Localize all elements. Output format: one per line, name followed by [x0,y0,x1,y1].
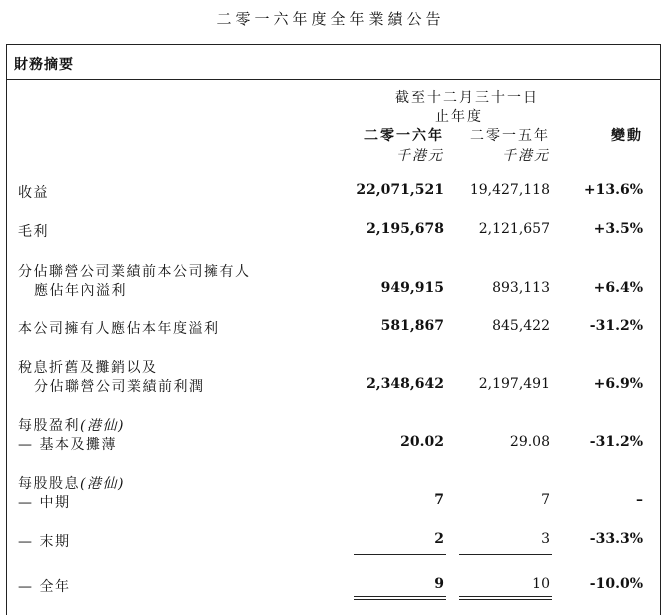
dps-full-year-2016: 9 [434,576,444,592]
eps-2016: 20.02 [400,434,444,450]
period-header-line1: 截至十二月三十一日 [395,90,539,106]
dps-full-year-2015: 10 [532,576,550,592]
profit-attributable-change: -31.2% [589,318,643,334]
row-label-eps-basic: — 基本及攤薄 [18,437,117,453]
gross-profit-2015: 2,121,657 [478,221,550,237]
dps-label-unit: (港仙) [80,476,125,492]
row-label-profit-before-associates-line1: 分佔聯營公司業績前本公司擁有人 [18,264,251,280]
dps-final-2015: 3 [541,531,550,547]
dps-final-change: -33.3% [589,531,643,547]
col-change: 變動 [611,128,643,144]
header-divider [6,79,660,80]
row-label-revenue: 收益 [18,185,49,201]
row-label-gross-profit: 毛利 [18,224,49,240]
ebitda-2015: 2,197,491 [478,376,550,392]
row-label-dps-final: — 末期 [18,534,71,550]
subtotal-rule-2016 [354,554,446,555]
dps-interim-2015: 7 [541,492,550,508]
col-2016-year: 二零一六年 [364,128,444,144]
total-rule-2016-a [354,596,446,597]
period-header-line2: 止年度 [435,109,483,125]
row-label-ebitda-line2: 分佔聯營公司業績前利潤 [34,379,205,395]
subtotal-rule-2015 [459,554,552,555]
row-label-eps [18,415,125,435]
revenue-change: +13.6% [583,182,643,198]
eps-label-unit: (港仙) [80,418,125,434]
page-title: 二零一六年度全年業績公告 [216,10,445,28]
dps-full-year-change: -10.0% [589,576,643,592]
profit-attributable-2015: 845,422 [492,318,550,334]
col-2015-year: 二零一五年 [470,128,550,144]
dps-label-text: 每股股息 [18,476,80,492]
profit-before-associates-change: +6.4% [593,280,643,296]
col-2016-unit: 千港元 [396,148,444,164]
revenue-2015: 19,427,118 [469,182,550,198]
dps-interim-2016: 7 [434,492,444,508]
row-label-dps-full-year: — 全年 [18,579,71,595]
section-title: 財務摘要 [14,57,74,73]
profit-before-associates-2015: 893,113 [492,280,550,296]
row-label-ebitda-line1: 稅息折舊及攤銷以及 [18,360,158,376]
row-label-profit-attributable: 本公司擁有人應佔本年度溢利 [18,321,220,337]
row-label-profit-before-associates-line2: 應佔年內溢利 [34,283,127,299]
gross-profit-change: +3.5% [593,221,643,237]
profit-before-associates-2016: 949,915 [380,280,444,296]
dps-final-2016: 2 [434,531,444,547]
row-label-dps-interim: — 中期 [18,495,71,511]
eps-2015: 29.08 [509,434,550,450]
ebitda-2016: 2,348,642 [366,376,444,392]
eps-label-text: 每股盈利 [18,418,80,434]
ebitda-change: +6.9% [593,376,643,392]
gross-profit-2016: 2,195,678 [366,221,444,237]
total-rule-2015-b [459,599,552,600]
revenue-2016: 22,071,521 [356,182,444,198]
total-rule-2016-b [354,599,446,600]
col-2015-unit: 千港元 [502,148,550,164]
eps-change: -31.2% [589,434,643,450]
row-label-dps [18,473,125,493]
profit-attributable-2016: 581,867 [380,318,444,334]
total-rule-2015-a [459,596,552,597]
dps-interim-change: – [636,492,643,508]
